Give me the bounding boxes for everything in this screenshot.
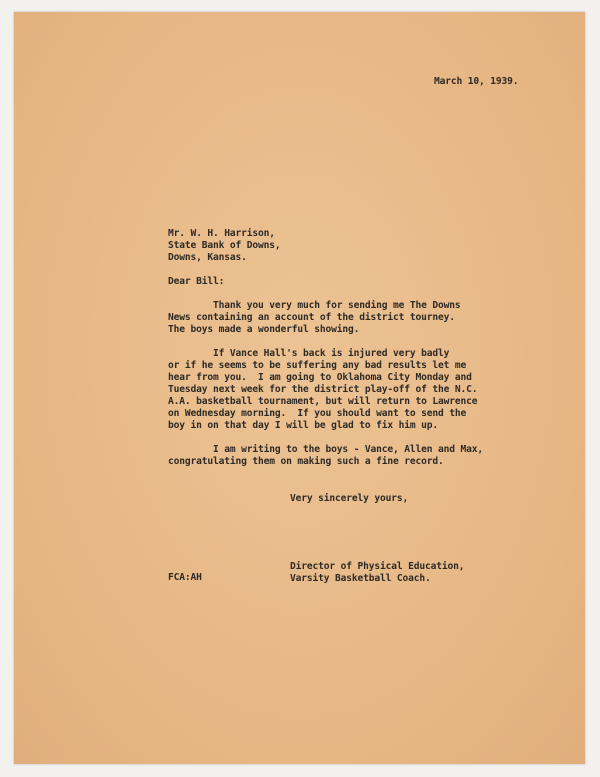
paragraph2-line5: A.A. basketball tournament, but will return to Lawrence [168, 396, 478, 407]
paragraph3-line2: congratulating them on making such a fine record. [168, 456, 444, 467]
address-line-city: Downs, Kansas. [168, 252, 247, 263]
signature-title-line1: Director of Physical Education, [290, 561, 465, 572]
address-line-name: Mr. W. H. Harrison, [168, 228, 275, 239]
paragraph1-line3: The boys made a wonderful showing. [168, 324, 360, 335]
paragraph3-line1: I am writing to the boys - Vance, Allen and Max, [168, 444, 484, 455]
paragraph2-line2: or if he seems to be suffering any bad results let me [168, 360, 467, 371]
letter-date: March 10, 1939. [434, 76, 519, 87]
paragraph2-line3: hear from you. I am going to Oklahoma City Monday and [168, 372, 472, 383]
signature-title-line2: Varsity Basketball Coach. [290, 573, 431, 584]
paragraph2-line1: If Vance Hall's back is injured very badly [168, 348, 450, 359]
paragraph2-line4: Tuesday next week for the district play-off of the N.C. [168, 384, 478, 395]
closing: Very sincerely yours, [290, 493, 409, 504]
paragraph2-line7: boy in on that day I will be glad to fix him up. [168, 420, 439, 431]
typist-initials: FCA:AH [168, 572, 202, 583]
paragraph2-line6: on Wednesday morning. If you should want to send the [168, 408, 467, 419]
paragraph1-line2: News containing an account of the district tourney. [168, 312, 455, 323]
address-line-bank: State Bank of Downs, [168, 240, 281, 251]
salutation: Dear Bill: [168, 276, 225, 287]
letter-page [14, 12, 585, 764]
paragraph1-line1: Thank you very much for sending me The Downs [168, 300, 461, 311]
